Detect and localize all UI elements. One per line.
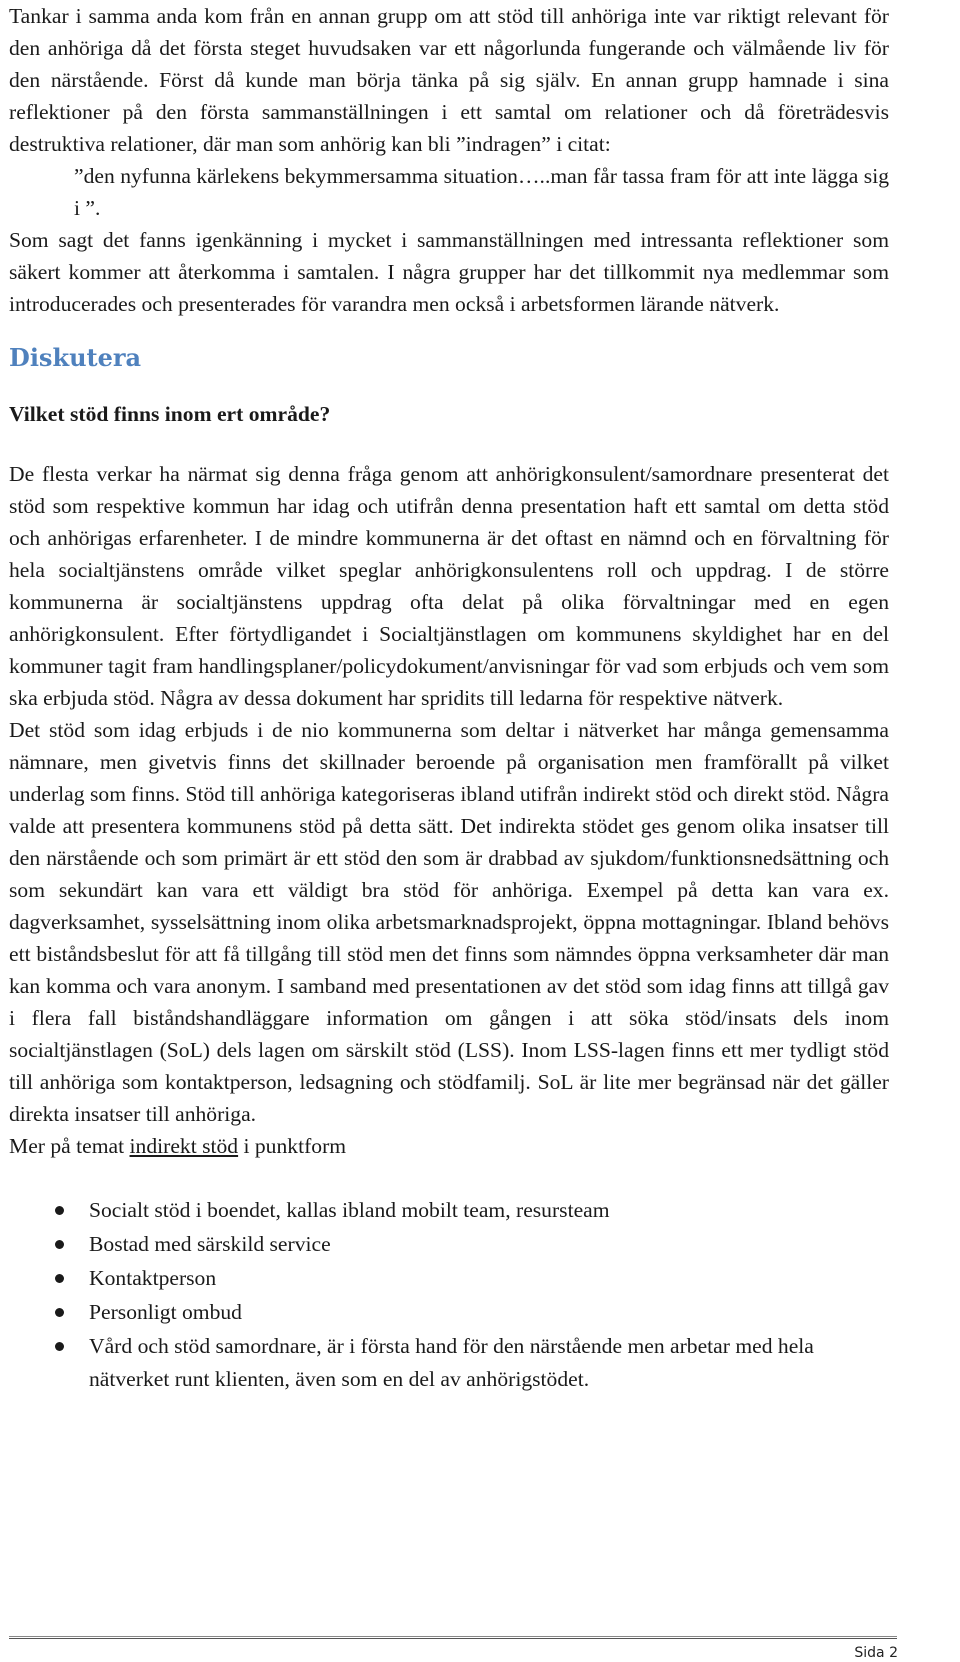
list-item — [9, 1296, 889, 1329]
page-number: Sida 2 — [854, 1645, 898, 1661]
bullet-icon — [55, 1206, 64, 1215]
list-item — [9, 1228, 889, 1261]
list-item-text: Bostad med särskild service — [89, 1232, 331, 1256]
bullet-icon — [55, 1274, 64, 1283]
paragraph-support-overview: De flesta verkar ha närmat sig denna fråga genom att anhörigkonsulent/samordnare presenterat det stöd som respektive kommun har idag och utifrån denna presentation haft ett samtal om detta stöd och anhörigas erfarenheter. I de mindre kommunerna är det oftast en nämnd och en förvaltning för hela socialtjänstens område vilket speglar anhörigkonsulentens roll och uppdrag. I de större kommunerna är socialtjänstens uppdrag ofta delat på olika förvaltningar med en egen anhörigkonsulent. Efter förtydligandet i Socialtjänstlagen om kommunens skyldighet har en del kommuner tagit fram handlingsplaner/policydokument/anvisningar för vad som erbjuds och vem som ska erbjuda stöd. Några av dessa dokument har spridits till ledarna för respektive nätverk. — [9, 462, 889, 710]
bullet-icon — [55, 1342, 64, 1351]
footer-divider-top — [9, 1636, 897, 1637]
bullet-list — [9, 1194, 889, 1396]
paragraph-more-on-topic — [9, 1130, 889, 1162]
more-on-topic-underlined: indirekt stöd — [129, 1134, 239, 1158]
footer-divider — [9, 1638, 897, 1639]
list-item-text: Kontaktperson — [89, 1266, 217, 1290]
bullet-icon — [55, 1308, 64, 1317]
question-heading: Vilket stöd finns inom ert område? — [9, 402, 331, 426]
bullet-icon — [55, 1240, 64, 1249]
quote-block: ”den nyfunna kärlekens bekymmersamma situation…..man får tassa fram för att inte lägga sig i ”. — [74, 164, 889, 220]
list-item — [9, 1262, 889, 1295]
paragraph-recognition: Som sagt det fanns igenkänning i mycket i sammanställningen med intressanta reflektioner som säkert kommer att återkomma i samtalen. I några grupper har det tillkommit nya medlemmar som introducerades och presenterades för varandra men också i arbetsformen lärande nätverk. — [9, 228, 889, 316]
list-item-text: Personligt ombud — [89, 1300, 242, 1324]
document-page — [9, 0, 889, 1397]
more-on-topic-suffix: i punktform — [238, 1134, 347, 1158]
section-heading: Diskutera — [9, 343, 142, 372]
list-item — [9, 1194, 889, 1227]
paragraph-support-details: Det stöd som idag erbjuds i de nio kommunerna som deltar i nätverket har många gemensamma nämnare, men givetvis finns det skillnader beroende på organisation men framförallt på vilket underlag som finns. Stöd till anhöriga kategoriseras ibland utifrån indirekt stöd och direkt stöd. Några valde att presentera kommunens stöd på detta sätt. Det indirekta stödet ges genom olika insatser till den närstående och som primärt är ett stöd den som är drabbad av sjukdom/funktionsnedsättning och som sekundärt kan vara ett väldigt bra stöd för anhöriga. Exempel på detta kan vara ex. dagverksamhet, sysselsättning inom olika arbetsmarknadsprojekt, öppna mottagningar. Ibland behövs ett biståndsbeslut för att få tillgång till stöd men det finns som nämndes öppna verksamheter där man kan komma och vara anonym. I samband med presentationen av det stöd som idag finns att tillgå gav i flera fall biståndshandläggare information om gången i att söka stöd/insats dels inom socialtjänstlagen (SoL) dels lagen om särskilt stöd (LSS). Inom LSS-lagen finns ett mer tydligt stöd till anhöriga som kontaktperson, ledsagning och stödfamilj. SoL är lite mer begränsad när det gäller direkta insatser till anhöriga. — [9, 718, 889, 1126]
list-item-text: Socialt stöd i boendet, kallas ibland mobilt team, resursteam — [89, 1198, 610, 1222]
paragraph-intro: Tankar i samma anda kom från en annan grupp om att stöd till anhöriga inte var riktigt relevant för den anhöriga då det första steget huvudsaken var ett någorlunda fungerande och välmående liv för den närstående. Först då kunde man börja tänka på sig själv. En annan grupp hamnade i sina reflektioner på den första sammanställningen i ett samtal om relationer och då företrädesvis destruktiva relationer, där man som anhörig kan bli ”indragen” i citat: — [9, 4, 889, 156]
more-on-topic-prefix: Mer på temat — [9, 1134, 130, 1158]
list-item — [9, 1330, 889, 1396]
list-item-text: Vård och stöd samordnare, är i första hand för den närstående men arbetar med hela nätverket runt klienten, även som en del av anhörigstödet. — [89, 1334, 814, 1391]
